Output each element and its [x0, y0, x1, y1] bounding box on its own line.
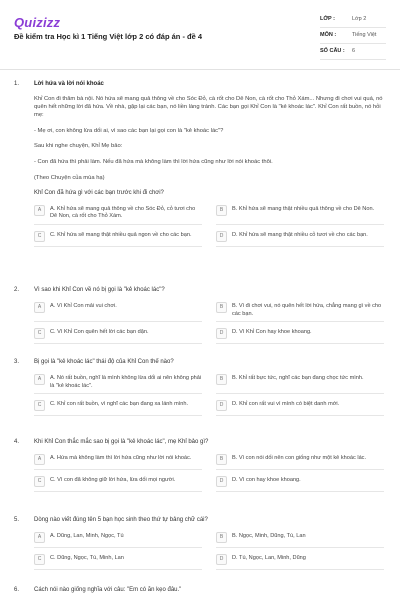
meta-row-subject	[320, 28, 386, 44]
worksheet-header	[0, 0, 400, 70]
meta-key: MÔN :	[320, 31, 337, 38]
passage-paragraph: Khỉ Con đi thăm bà nội. Nó hứa sẽ mang quả thông về cho Sóc Đỏ, cà rốt cho Dê Non, cà rốt cho Thỏ Xám... Nhưng đi chơi vui quá, nó quên hết những lời đã hứa. Về nhà, gặp lại các bạn, nó liền làng tránh. Các bạn gọi Khỉ Con là "kẻ khoác lác". Khỉ Con rất buồn, nó hỏi mẹ:	[34, 96, 383, 118]
option-c[interactable]	[34, 400, 202, 416]
option-text: C. Khỉ con rất buồn, vì nghĩ các bạn đang xa lánh mình.	[50, 401, 189, 408]
question-number: 1.	[14, 81, 20, 87]
question-body	[34, 80, 384, 247]
option-text: C. Vì con đã không giữ lời hứa, lừa dối mọi người.	[50, 477, 176, 484]
meta-row-grade	[320, 12, 386, 28]
question-text: Bị gọi là "kẻ khoác lác" thái độ của Khỉ Con thế nào?	[34, 359, 174, 365]
question-text: Khỉ Con đã hứa gì với các bạn trước khi đi chơi?	[34, 189, 164, 196]
options-grid	[34, 205, 384, 247]
meta-row-count	[320, 44, 386, 60]
option-d[interactable]	[216, 554, 384, 570]
option-a[interactable]	[34, 454, 202, 470]
option-letter: B	[216, 374, 227, 385]
option-text: A. Hứa mà không làm thì lời hứa cũng như lời nói khoác.	[50, 455, 192, 462]
option-letter: B	[216, 205, 227, 216]
meta-key: SỐ CÂU :	[320, 47, 345, 54]
option-letter: D	[216, 554, 227, 565]
question-text: Dòng nào viết đúng tên 5 bạn học sinh theo thứ tự bảng chữ cái?	[34, 517, 208, 523]
option-letter: A	[34, 454, 45, 465]
option-letter: A	[34, 532, 45, 543]
meta-value: Lớp 2	[352, 15, 367, 22]
meta-table	[320, 12, 386, 60]
option-letter: D	[216, 328, 227, 339]
options-grid	[34, 302, 384, 344]
question-number: 2.	[14, 287, 20, 293]
option-c[interactable]	[34, 328, 202, 344]
question-number: 3.	[14, 359, 20, 365]
option-text: D. Khỉ hứa sẽ mang thật nhiều cỏ tươi về cho các bạn.	[232, 231, 368, 238]
option-letter: D	[216, 476, 227, 487]
options-grid	[34, 454, 384, 492]
question-body	[34, 286, 384, 344]
option-text: A. Dũng, Lan, Minh, Ngọc, Tú	[50, 533, 124, 540]
option-d[interactable]	[216, 400, 384, 416]
option-text: B. Khỉ hứa sẽ mang thật nhiều quả thông về cho Dê Non.	[232, 205, 375, 212]
option-b[interactable]	[216, 532, 384, 548]
option-text: C. Vì Khỉ Con quên hết lời các bạn dặn.	[50, 329, 149, 336]
option-text: A. Nó rất buồn, nghĩ là mình không lừa dối ai nên không phải là "kẻ khoác lác".	[50, 375, 202, 389]
option-text: D. Vì Khỉ Con hay khoe khoang.	[232, 329, 312, 336]
passage-paragraph: - Con đã hứa thì phải làm. Nếu đã hứa mà không làm thì lời hứa cũng như lời nói khoác thôi.	[34, 159, 273, 166]
option-text: D. Tú, Ngọc, Lan, Minh, Dũng	[232, 555, 306, 562]
option-c[interactable]	[34, 554, 202, 570]
worksheet-title: Đề kiểm tra Học kì 1 Tiếng Việt lớp 2 có đáp án - đề 4	[14, 32, 203, 41]
option-text: D. Khỉ con rất vui vì mình có biệt danh mới.	[232, 401, 340, 408]
question-body	[34, 358, 384, 416]
option-d[interactable]	[216, 476, 384, 492]
question-number: 4.	[14, 439, 20, 445]
question-text: Cách nói nào giống nghĩa với câu: "Em có ăn kẹo đâu."	[34, 587, 182, 593]
question-body	[34, 586, 384, 594]
meta-value: Tiếng Việt	[352, 31, 377, 38]
option-b[interactable]	[216, 302, 384, 322]
passage-title: Lời hứa và lời nói khoác	[34, 81, 104, 87]
option-c[interactable]	[34, 231, 202, 247]
option-letter: B	[216, 532, 227, 543]
meta-value: 6	[352, 47, 356, 54]
option-b[interactable]	[216, 374, 384, 394]
option-c[interactable]	[34, 476, 202, 492]
option-a[interactable]	[34, 374, 202, 394]
option-letter: C	[34, 554, 45, 565]
option-letter: A	[34, 205, 45, 216]
options-grid	[34, 532, 384, 570]
passage-source: (Theo Chuyện của mùa hạ)	[34, 174, 105, 181]
question-text: Vì sao khi Khỉ Con về nó bị gọi là "kẻ khoác lác"?	[34, 287, 165, 293]
question-number: 5.	[14, 517, 20, 523]
option-text: C. Dũng, Ngọc, Tú, Minh, Lan	[50, 555, 124, 562]
option-letter: C	[34, 400, 45, 411]
option-a[interactable]	[34, 205, 202, 225]
question-body	[34, 438, 384, 492]
passage-paragraph: Sau khi nghe chuyện, Khỉ Mẹ bảo:	[34, 143, 123, 150]
option-a[interactable]	[34, 302, 202, 322]
option-letter: C	[34, 231, 45, 242]
question-text: Khi Khỉ Con thắc mắc sao bị gọi là "kẻ khoác lác", mẹ Khỉ bảo gì?	[34, 439, 209, 445]
question-number: 6.	[14, 587, 20, 593]
meta-key: LỚP :	[320, 15, 335, 22]
option-text: A. Vì Khỉ Con mải vui chơi.	[50, 303, 117, 310]
option-letter: A	[34, 302, 45, 313]
passage-paragraph: - Mẹ ơi, con không lừa dối ai, vì sao các bạn lại gọi con là "kẻ khoác lác"?	[34, 127, 224, 134]
option-text: B. Ngọc, Minh, Dũng, Tú, Lan	[232, 533, 306, 540]
option-b[interactable]	[216, 205, 384, 225]
option-text: B. Khỉ rất bực tức, nghĩ các bạn đang chọc tức mình.	[232, 375, 364, 382]
option-letter: D	[216, 231, 227, 242]
option-text: A. Khỉ hứa sẽ mang quả thông về cho Sóc Đỏ, cỏ tươi cho Dê Non, cà rốt cho Thỏ Xám.	[50, 205, 196, 220]
option-letter: B	[216, 454, 227, 465]
option-letter: B	[216, 302, 227, 313]
option-text: C. Khỉ hứa sẽ mang thật nhiều quả ngon về cho các bạn.	[50, 231, 192, 238]
option-letter: C	[34, 328, 45, 339]
option-text: D. Vì con hay khoe khoang.	[232, 477, 301, 484]
option-text: B. Vì con nói dối nên con giống như một kẻ khoác lác.	[232, 455, 367, 462]
question-body	[34, 516, 384, 570]
option-text: B. Vì đi chơi vui, nó quên hết lời hứa, chẳng mang gì về cho các bạn.	[232, 303, 382, 317]
option-a[interactable]	[34, 532, 202, 548]
option-d[interactable]	[216, 328, 384, 344]
quizizz-logo: Quizizz	[14, 15, 61, 30]
option-letter: A	[34, 374, 45, 385]
option-letter: C	[34, 476, 45, 487]
option-d[interactable]	[216, 231, 384, 247]
option-b[interactable]	[216, 454, 384, 470]
options-grid	[34, 374, 384, 416]
option-letter: D	[216, 400, 227, 411]
